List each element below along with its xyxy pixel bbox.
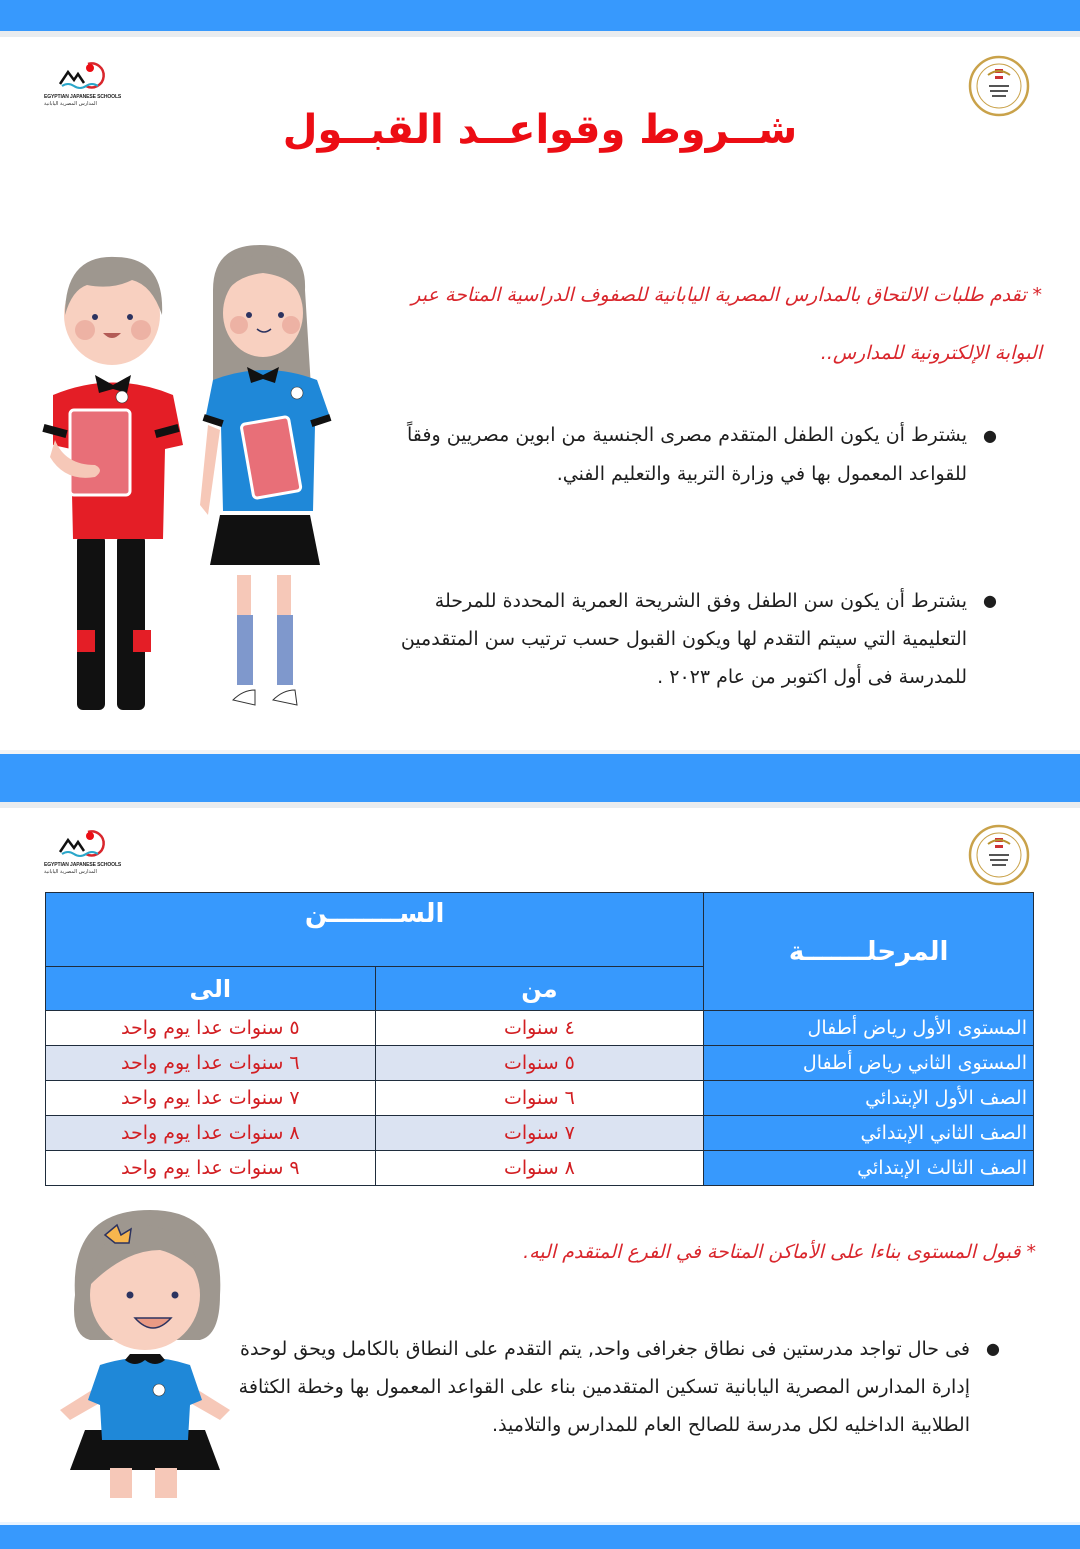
- condition-nationality: [385, 416, 997, 494]
- condition-age-text: يشترط أن يكون سن الطفل وفق الشريحة العمرية المحددة للمرحلة التعليمية التي سيتم التقدم لها ويكون القبول حسب ترتيب سن المتقدمين للمدرسة فى أول اكتوبر من عام ٢٠٢٣ .: [400, 590, 967, 688]
- middle-band-shadow: [0, 802, 1080, 808]
- bullet-dot-icon: ●: [986, 1339, 1000, 1358]
- logo-caption-ar: المدارس المصرية اليابانية: [44, 869, 97, 875]
- logo-caption-ar: المدارس المصرية اليابانية: [44, 101, 97, 107]
- stage-cell: المستوى الأول رياض أطفال: [704, 1011, 1034, 1046]
- condition-nationality-text: يشترط أن يكون الطفل المتقدم مصرى الجنسية من ابوين مصريين وفقاً للقواعد المعمول بها في وزارة التربية والتعليم الفني.: [407, 424, 967, 485]
- age-from-cell: ٨ سنوات: [375, 1151, 704, 1186]
- bullet-dot-icon: ●: [983, 426, 997, 445]
- age-from-cell: ٧ سنوات: [375, 1116, 704, 1151]
- age-from-cell: ٤ سنوات: [375, 1011, 704, 1046]
- girl-illustration-icon: [55, 1200, 235, 1500]
- stage-cell: الصف الثاني الإبتدائي: [704, 1116, 1034, 1151]
- condition-age: [385, 582, 997, 696]
- condition-geographic-scope: [238, 1330, 1000, 1444]
- bottom-band: [0, 1525, 1080, 1549]
- age-to-cell: ٨ سنوات عدا يوم واحد: [46, 1116, 376, 1151]
- table-row: [46, 1011, 1034, 1046]
- condition-geographic-scope-text: فى حال تواجد مدرستين فى نطاق جغرافى واحد, يتم التقدم على النطاق بالكامل ويحق لوحدة إدارة المدارس المصرية اليابانية تسكين المتقدمين بناء على القواعد المعمول بها وخطة الكثافة الطلابية الداخليه لكل مدرسة للصالح العام للمدارس والتلاميذ.: [238, 1338, 970, 1436]
- table-row: [46, 1116, 1034, 1151]
- stage-cell: الصف الأول الإبتدائي: [704, 1081, 1034, 1116]
- age-from-cell: ٦ سنوات: [375, 1081, 704, 1116]
- logo-caption-en: EGYPTIAN JAPANESE SCHOOLS: [44, 862, 122, 868]
- application-note: * تقدم طلبات الالتحاق بالمدارس المصرية اليابانية للصفوف الدراسية المتاحة عبر البوابة الإلكترونية للمدارس..: [411, 284, 1042, 364]
- egyptian-japanese-schools-logo: [44, 826, 128, 882]
- page-title: شــروط وقواعــد القبــول: [282, 107, 798, 153]
- boy-figure: [42, 257, 183, 710]
- availability-note: * قبول المستوى بناءا على الأماكن المتاحة في الفرع المتقدم اليه.: [523, 1241, 1036, 1263]
- ministry-seal-icon: [968, 55, 1030, 117]
- table-row: [46, 1046, 1034, 1081]
- header-stage: المرحلـــــــة: [704, 893, 1034, 1011]
- top-band: [0, 0, 1080, 31]
- top-band-shadow: [0, 31, 1080, 37]
- age-from-cell: ٥ سنوات: [375, 1046, 704, 1081]
- age-to-cell: ٧ سنوات عدا يوم واحد: [46, 1081, 376, 1116]
- header-to: الى: [46, 967, 376, 1011]
- age-requirements-table: [45, 892, 1034, 1186]
- ministry-seal-icon: [968, 824, 1030, 886]
- age-to-cell: ٥ سنوات عدا يوم واحد: [46, 1011, 376, 1046]
- stage-cell: الصف الثالث الإبتدائي: [704, 1151, 1034, 1186]
- students-illustration-icon: [15, 245, 355, 725]
- egyptian-japanese-schools-logo: [44, 58, 128, 114]
- logo-caption-en: EGYPTIAN JAPANESE SCHOOLS: [44, 94, 122, 100]
- stage-cell: المستوى الثاني رياض أطفال: [704, 1046, 1034, 1081]
- header-from: من: [375, 967, 704, 1011]
- bullet-dot-icon: ●: [983, 591, 997, 610]
- table-row: [46, 1151, 1034, 1186]
- age-to-cell: ٦ سنوات عدا يوم واحد: [46, 1046, 376, 1081]
- table-row: [46, 1081, 1034, 1116]
- age-to-cell: ٩ سنوات عدا يوم واحد: [46, 1151, 376, 1186]
- middle-band: [0, 754, 1080, 802]
- school-girl-figure: [200, 245, 331, 705]
- ejs-mountain-sun-icon: [44, 826, 128, 862]
- ejs-mountain-sun-icon: [44, 58, 128, 94]
- header-age: الســــــــن: [46, 893, 704, 967]
